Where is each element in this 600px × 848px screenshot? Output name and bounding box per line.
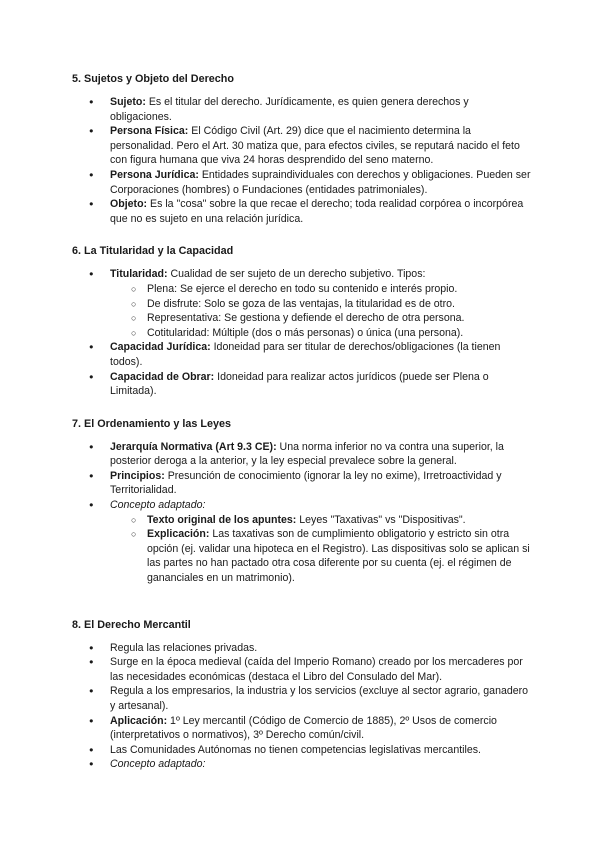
- item-text: Es el titular del derecho. Jurídicamente, es quien genera derechos y obligaciones.: [110, 96, 469, 123]
- list-item: [72, 757, 532, 772]
- list-item: [72, 168, 532, 197]
- list-item: [72, 714, 532, 743]
- list-item: [72, 469, 532, 498]
- item-label: Capacidad Jurídica:: [110, 341, 211, 354]
- sub-list-item: ○ De disfrute: Solo se goza de las ventajas, la titularidad es de otro.: [72, 297, 532, 312]
- item-label: Persona Jurídica:: [110, 168, 199, 181]
- section-5: [72, 72, 532, 226]
- spacer: [72, 604, 532, 618]
- section-6-title: 6. La Titularidad y la Capacidad: [72, 245, 234, 258]
- sub-list-item: [72, 513, 532, 528]
- section-5-title: 5. Sujetos y Objeto del Derecho: [72, 73, 234, 85]
- item-text: Una norma inferior no va contra una superior, la posterior deroga a la anterior, y la ley especial prevalece sobre la general.: [110, 440, 504, 468]
- section-7-title: 7. El Ordenamiento y las Leyes: [72, 417, 232, 430]
- item-text: Es la "cosa" sobre la que recae el derecho; toda realidad corpórea o incorpórea que no es sujeto en una relación jurídica.: [110, 198, 524, 225]
- section-7: [72, 417, 532, 586]
- item-text: Las taxativas son de cumplimiento obligatorio y estricto sin otra opción (ej. validar una hipoteca en el Registro). Las dispositivas solo se aplican si las partes no han pactado otra cosa diferente por su cuenta (ej. el régimen de gananciales en un matrimonio).: [147, 528, 530, 585]
- list-item: ● Regula a los empresarios, la industria y los servicios (excluye al sector agrario, ganadero y artesanal).: [72, 684, 532, 713]
- item-label: Jerarquía Normativa (Art 9.3 CE):: [110, 440, 277, 453]
- document-page: [72, 72, 532, 790]
- section-8: [72, 618, 532, 772]
- item-text: El Código Civil (Art. 29) dice que el nacimiento determina la personalidad. Pero el Art. 30 matiza que, para efectos civiles, se reputará nacido el feto con figura humana que viva 24 horas desprendido del seno materno.: [110, 125, 520, 167]
- item-text: Leyes "Taxativas" vs "Dispositivas".: [296, 513, 466, 526]
- section-6: [72, 244, 532, 398]
- item-label: Aplicación:: [110, 714, 168, 727]
- adapted-concept-label: Concepto adaptado:: [110, 499, 206, 512]
- list-item: [72, 498, 532, 513]
- list-item: ● Regula las relaciones privadas.: [72, 641, 532, 656]
- list-item: [72, 440, 532, 469]
- item-label: Explicación:: [147, 528, 210, 541]
- list-item: [72, 340, 532, 369]
- item-text: Entidades supraindividuales con derechos y obligaciones. Pueden ser Corporaciones (hombres) o Fundaciones (entidades patrimoniales).: [110, 168, 531, 196]
- sub-list-item: ○ Representativa: Se gestiona y defiende el derecho de otra persona.: [72, 311, 532, 326]
- sub-list-item: [72, 527, 532, 585]
- sub-list-item: ○ Cotitularidad: Múltiple (dos o más personas) o única (una persona).: [72, 326, 532, 341]
- item-label: Principios:: [110, 469, 165, 482]
- item-text: 1º Ley mercantil (Código de Comercio de 1885), 2º Usos de comercio (interpretativos o normativos), 3º Derecho común/civil.: [110, 714, 497, 742]
- item-label: Objeto:: [110, 198, 148, 211]
- section-8-title: 8. El Derecho Mercantil: [72, 618, 191, 631]
- section-6-list: [72, 267, 532, 398]
- item-label: Sujeto:: [110, 96, 146, 108]
- item-text: Cualidad de ser sujeto de un derecho subjetivo. Tipos:: [167, 268, 426, 281]
- adapted-concept-label: Concepto adaptado:: [110, 758, 206, 771]
- list-item: [72, 370, 532, 399]
- list-item: [72, 124, 532, 168]
- item-label: Capacidad de Obrar:: [110, 370, 215, 383]
- list-item: [72, 267, 532, 282]
- list-item: [72, 197, 532, 226]
- list-item: [72, 95, 532, 124]
- item-text: Idoneidad para ser titular de derechos/obligaciones (la tienen todos).: [110, 341, 501, 368]
- list-item: ● Las Comunidades Autónomas no tienen competencias legislativas mercantiles.: [72, 743, 532, 758]
- section-8-list: [72, 641, 532, 772]
- section-5-list: [72, 95, 532, 226]
- item-label: Texto original de los apuntes:: [147, 513, 297, 526]
- item-label: Persona Física:: [110, 125, 189, 138]
- list-item: ● Surge en la época medieval (caída del Imperio Romano) creado por los mercaderes por las necesidades económicas (destaca el Libro del Consulado del Mar).: [72, 655, 532, 684]
- item-text: Presunción de conocimiento (ignorar la ley no exime), Irretroactividad y Territorialidad.: [110, 469, 502, 497]
- section-7-list: [72, 440, 532, 586]
- item-label: Titularidad:: [110, 268, 168, 281]
- sub-list-item: ○ Plena: Se ejerce el derecho en todo su contenido e interés propio.: [72, 282, 532, 297]
- item-text: Idoneidad para realizar actos jurídicos (puede ser Plena o Limitada).: [110, 370, 489, 398]
